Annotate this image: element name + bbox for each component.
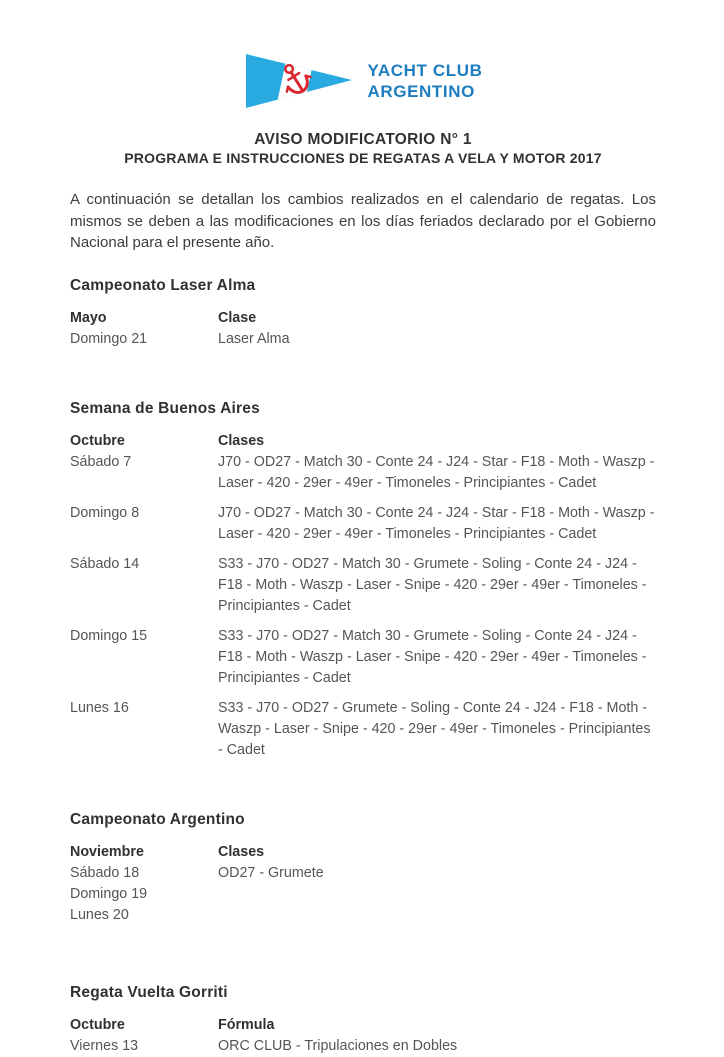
section-heading: Semana de Buenos Aires [70, 399, 260, 417]
club-logo [70, 52, 656, 110]
column-header-class: Clases [218, 843, 265, 860]
row-date: Viernes 13 [70, 1037, 139, 1054]
column-header-month: Mayo [70, 309, 107, 326]
section-campeonato-laser-alma [70, 277, 656, 350]
section-campeonato-argentino [70, 811, 656, 926]
row-detail: J70 - OD27 - Match 30 - Conte 24 - J24 - Star - F18 - Moth - Waszp - Laser - 420 - 29er - 49er - Timoneles - Principiantes - Cadet [218, 453, 655, 491]
row-date: Domingo 19 [70, 885, 148, 902]
table-body [70, 1036, 656, 1057]
club-burgee-flag-icon [244, 53, 354, 109]
row-date: Sábado 14 [70, 555, 140, 572]
row-detail: J70 - OD27 - Match 30 - Conte 24 - J24 - Star - F18 - Moth - Waszp - Laser - 420 - 29er - 49er - Timoneles - Principiantes - Cadet [218, 504, 655, 542]
row-date: Sábado 7 [70, 453, 132, 470]
row-date: Sábado 18 [70, 864, 140, 881]
table-header-row [70, 308, 656, 329]
document-title: AVISO MODIFICATORIO N° 1 [254, 131, 472, 148]
table-header-row [70, 842, 656, 863]
row-detail: OD27 - Grumete [218, 864, 324, 881]
column-header-month: Noviembre [70, 843, 144, 860]
row-detail: S33 - J70 - OD27 - Match 30 - Grumete - Soling - Conte 24 - J24 - F18 - Moth - Waszp - Laser - Snipe - 420 - 29er - 49er - Timoneles - Principiantes - Cadet [218, 627, 647, 686]
table-row [70, 503, 656, 545]
table-row [70, 626, 656, 689]
section-heading: Campeonato Argentino [70, 810, 245, 828]
table-row [70, 554, 656, 617]
club-name-line2: ARGENTINO [367, 82, 475, 101]
table-row [70, 452, 656, 494]
row-date: Domingo 15 [70, 627, 148, 644]
table-body [70, 863, 656, 926]
section-regata-vuelta-gorriti [70, 984, 656, 1057]
section-heading: Campeonato Laser Alma [70, 276, 256, 294]
column-header-class: Clase [218, 309, 257, 326]
column-header-month: Octubre [70, 432, 125, 449]
club-name-line1: YACHT CLUB [367, 61, 483, 80]
row-detail: ORC CLUB - Tripulaciones en Dobles [218, 1037, 458, 1054]
table-row [70, 698, 656, 761]
column-header-formula: Fórmula [218, 1016, 275, 1033]
table-row [70, 329, 656, 350]
table-body [70, 452, 656, 761]
table-row [70, 863, 656, 884]
row-date: Domingo 8 [70, 504, 140, 521]
row-detail: S33 - J70 - OD27 - Match 30 - Grumete - Soling - Conte 24 - J24 - F18 - Moth - Waszp - Laser - Snipe - 420 - 29er - 49er - Timoneles - Principiantes - Cadet [218, 555, 647, 614]
row-date: Lunes 16 [70, 699, 129, 716]
table-header-row [70, 431, 656, 452]
section-heading: Regata Vuelta Gorriti [70, 983, 228, 1001]
intro-paragraph: A continuación se detallan los cambios realizados en el calendario de regatas. Los mismos se deben a las modificaciones en los días feriados declarado por el Gobierno Nacional para el presente año. [70, 191, 656, 251]
club-name [368, 60, 483, 102]
column-header-class: Clases [218, 432, 265, 449]
row-date: Lunes 20 [70, 906, 129, 923]
section-semana-de-buenos-aires [70, 400, 656, 761]
table-row [70, 905, 656, 926]
table-row [70, 1036, 656, 1057]
column-header-month: Octubre [70, 1016, 125, 1033]
table-body [70, 329, 656, 350]
table-header-row [70, 1015, 656, 1036]
row-detail: Laser Alma [218, 330, 290, 347]
row-detail: S33 - J70 - OD27 - Grumete - Soling - Conte 24 - J24 - F18 - Moth - Waszp - Laser - Snipe - 420 - 29er - 49er - Timoneles - Principiantes - Cadet [218, 699, 651, 758]
document-subtitle: PROGRAMA E INSTRUCCIONES DE REGATAS A VELA Y MOTOR 2017 [124, 150, 602, 166]
table-row [70, 884, 656, 905]
row-date: Domingo 21 [70, 330, 148, 347]
